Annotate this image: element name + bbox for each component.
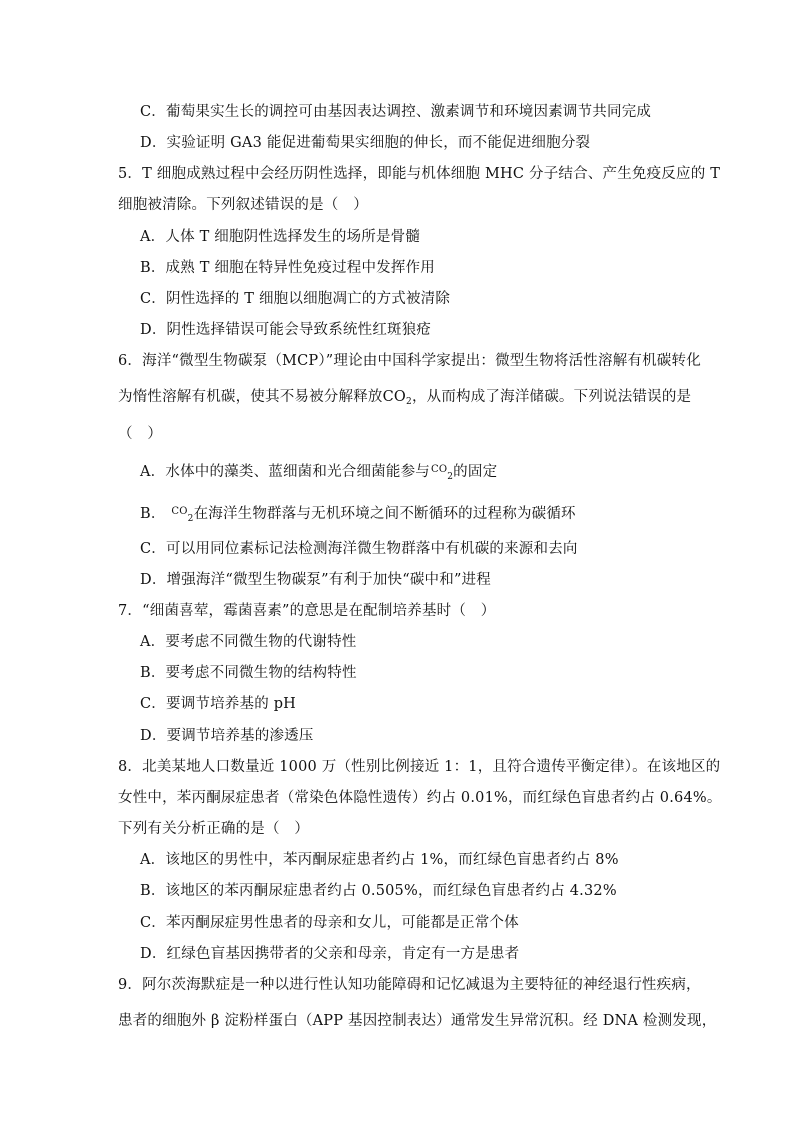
q8-stem-line3: 下列有关分析正确的是（ ） <box>118 821 310 837</box>
q9-stem-line1: 9．阿尔茨海默症是一种以进行性认知功能障碍和记忆减退为主要特征的神经退行性疾病， <box>118 977 701 993</box>
co2-formula <box>170 506 193 522</box>
q8-option-b: B．该地区的苯丙酮尿症患者约占 0.505%，而红绿色盲患者约占 4.32% <box>140 883 617 899</box>
co2-subscript: 2 <box>447 472 454 482</box>
q8-option-a: A．该地区的男性中，苯丙酮尿症患者约占 1%，而红绿色盲患者约占 8% <box>140 852 619 868</box>
q4-option-d: D．实验证明 GA3 能促进葡萄果实细胞的伸长，而不能促进细胞分裂 <box>140 135 591 151</box>
q6-stem-line2-text-a: 为惰性溶解有机碳，使其不易被分解释放 <box>118 389 383 405</box>
q7-option-b: B．要考虑不同微生物的结构特性 <box>140 665 357 681</box>
co2-co: CO <box>171 506 188 517</box>
q6-option-d: D．增强海洋“微型生物碳泵”有利于加快“碳中和”进程 <box>140 572 491 588</box>
q5-option-b: B．成熟 T 细胞在特异性免疫过程中发挥作用 <box>140 260 435 276</box>
q6-stem-line1: 6．海洋“微型生物碳泵（MCP）”理论由中国科学家提出：微型生物将活性溶解有机碳转化 <box>118 353 701 369</box>
q8-option-c: C．苯丙酮尿症男性患者的母亲和女儿，可能都是正常个体 <box>140 915 519 931</box>
q5-option-a: A．人体 T 细胞阴性选择发生的场所是骨髓 <box>140 229 421 245</box>
q5-stem-line1: 5．T 细胞成熟过程中会经历阴性选择，即能与机体细胞 MHC 分子结合、产生免疫反应的 T <box>118 166 721 182</box>
q6-option-b-prefix: B． <box>140 506 166 522</box>
q5-option-d: D．阴性选择错误可能会导致系统性红斑狼疮 <box>140 322 432 338</box>
q5-option-c: C．阴性选择的 T 细胞以细胞凋亡的方式被清除 <box>140 291 451 307</box>
q6-option-b <box>140 503 576 528</box>
q6-stem-line2-text-b: ，从而构成了海洋储碳。下列说法错误的是 <box>411 389 692 405</box>
co2-co: CO <box>382 389 406 405</box>
q7-option-d: D．要调节培养基的渗透压 <box>140 728 314 744</box>
q8-stem-line1: 8．北美某地人口数量近 1000 万（性别比例接近 1：1，且符合遗传平衡定律）。在该地区的 <box>118 759 721 775</box>
co2-subscript: 2 <box>406 397 412 407</box>
q7-stem: 7．“细菌喜荤，霉菌喜素”的意思是在配制培养基时（ ） <box>118 603 496 619</box>
q6-option-a <box>140 461 497 486</box>
co2-subscript: 2 <box>187 514 194 524</box>
q6-option-a-text-b: 的固定 <box>453 464 498 480</box>
q7-option-a: A．要考虑不同微生物的代谢特性 <box>140 634 357 650</box>
q9-stem-line2: 患者的细胞外 β 淀粉样蛋白（APP 基因控制表达）通常发生异常沉积。经 DNA 检测发现， <box>118 1013 717 1029</box>
q8-stem-line2: 女性中，苯丙酮尿症患者（常染色体隐性遗传）约占 0.01%，而红绿色盲患者约占 0.64%。 <box>118 790 722 806</box>
q6-option-a-text-a: A．水体中的藻类、蓝细菌和光合细菌能参与 <box>140 464 430 480</box>
q6-stem-line2 <box>118 388 691 411</box>
q6-stem-line3: （ ） <box>118 426 163 442</box>
co2-co: CO <box>430 464 448 475</box>
q6-option-c: C．可以用同位素标记法检测海洋微生物群落中有机碳的来源和去向 <box>140 541 578 557</box>
q5-stem-line2: 细胞被清除。下列叙述错误的是（ ） <box>118 197 368 213</box>
q7-option-c: C．要调节培养基的 pH <box>140 696 297 712</box>
co2-formula <box>430 464 453 480</box>
q6-option-b-text: 在海洋生物群落与无机环境之间不断循环的过程称为碳循环 <box>193 506 576 522</box>
q8-option-d: D．红绿色盲基因携带者的父亲和母亲，肯定有一方是患者 <box>140 946 520 962</box>
q4-option-c: C．葡萄果实生长的调控可由基因表达调控、激素调节和环境因素调节共同完成 <box>140 104 652 120</box>
co2-formula <box>383 389 412 405</box>
